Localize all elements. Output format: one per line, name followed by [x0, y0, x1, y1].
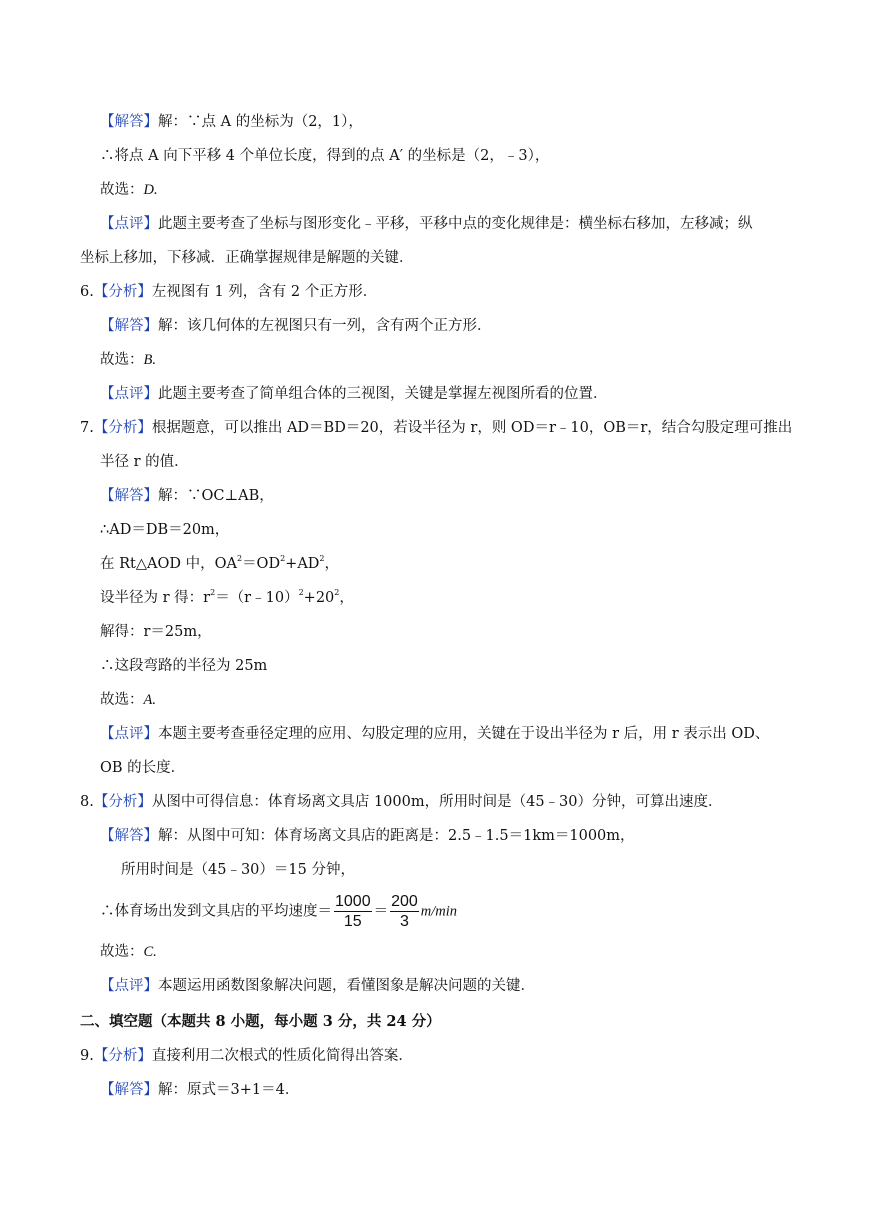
question-number: 8. [80, 794, 94, 810]
analysis-tag: 【分析】 [93, 284, 152, 300]
q7-analysis-line-2: 半径 r 的值． [100, 454, 189, 470]
q6-comment: 【点评】此题主要考查了简单组合体的三视图，关键是掌握左视图所看的位置． [100, 386, 608, 402]
q5-comment-line-2: 坐标上移加，下移减．正确掌握规律是解题的关键． [80, 250, 414, 266]
question-number: 9. [80, 1048, 94, 1064]
q7-solution-line-6: ∴这段弯路的半径为 25m [100, 658, 268, 674]
q6-choice: 故选：B. [100, 352, 156, 368]
fraction-200-over-3: $\frac{200}{3}$ [391, 893, 418, 930]
analysis-tag: 【分析】 [93, 794, 152, 810]
q8-choice: 故选：C. [100, 944, 157, 960]
q7-analysis-line-1: 7.【分析】根据题意，可以推出 AD＝BD＝20，若设半径为 r，则 OD＝r﹣10，OB＝r，结合勾股定理可推出 [80, 420, 793, 436]
q7-choice: 故选：A. [100, 692, 156, 708]
analysis-tag: 【分析】 [93, 1048, 152, 1064]
q8-solution-line-1: 【解答】解：从图中可知：体育场离文具店的距离是：2.5﹣1.5＝1km＝1000m， [100, 828, 635, 844]
question-number: 7. [80, 420, 94, 436]
q8-analysis: 8.【分析】从图中可得信息：体育场离文具店 1000m，所用时间是（45﹣30）分钟，可算出速度． [80, 794, 723, 810]
q6-solution: 【解答】解：该几何体的左视图只有一列，含有两个正方形． [100, 318, 492, 334]
q8-solution-line-3: ∴体育场出发到文具店的平均速度＝ $\frac{1000}{15}$ ＝ $\frac{200}{3}$ m/min [100, 893, 458, 930]
q9-analysis: 9.【分析】直接利用二次根式的性质化简得出答案． [80, 1048, 413, 1064]
q7-solution-line-1: 【解答】解：∵OC⊥AB， [100, 488, 274, 504]
solution-tag: 【解答】 [100, 828, 158, 844]
q7-solution-line-3: 在 Rt△AOD 中，$OA^2=OD^2+AD^2$， [100, 554, 340, 572]
q5-solution-line-2: ∴将点 A 向下平移 4 个单位长度，得到的点 A′ 的坐标是（2，﹣3）， [100, 148, 550, 164]
q5-choice: 故选：D. [100, 182, 158, 198]
comment-tag: 【点评】 [100, 978, 158, 994]
q7-comment-line-1: 【点评】本题主要考查垂径定理的应用、勾股定理的应用，关键在于设出半径为 r 后，用 r 表示出 OD、 [100, 726, 770, 742]
question-number: 6. [80, 284, 94, 300]
q7-solution-line-5: 解得：r＝25m， [100, 624, 212, 640]
comment-tag: 【点评】 [100, 386, 158, 402]
q8-solution-line-2: 所用时间是（45﹣30）＝15 分钟， [121, 862, 355, 878]
section-heading: 二、填空题（本题共 8 小题，每小题 3 分，共 24 分） [80, 1013, 441, 1030]
solution-tag: 【解答】 [100, 488, 158, 504]
fraction-1000-over-15: $\frac{1000}{15}$ [335, 893, 371, 930]
comment-tag: 【点评】 [100, 726, 158, 742]
analysis-tag: 【分析】 [93, 420, 152, 436]
q5-solution-line-1: 【解答】解：∵点 A 的坐标为（2，1）， [100, 114, 363, 130]
q7-solution-line-2: ∴AD＝DB＝20m， [100, 522, 230, 538]
q5-comment-line-1: 【点评】此题主要考查了坐标与图形变化﹣平移，平移中点的变化规律是：横坐标右移加，左移减；纵 [100, 216, 753, 232]
solution-tag: 【解答】 [100, 1082, 158, 1098]
q6-analysis: 6.【分析】左视图有 1 列，含有 2 个正方形． [80, 284, 378, 300]
q8-comment: 【点评】本题运用函数图象解决问题，看懂图象是解决问题的关键． [100, 978, 535, 994]
comment-tag: 【点评】 [100, 216, 158, 232]
solution-tag: 【解答】 [100, 114, 158, 130]
q7-comment-line-2: OB 的长度． [100, 760, 186, 776]
q7-solution-line-4: 设半径为 r 得：$r^2=(r﹣10)^2+20^2$， [100, 588, 354, 606]
q9-solution: 【解答】解：原式＝3+1＝4． [100, 1082, 300, 1098]
solution-tag: 【解答】 [100, 318, 158, 334]
